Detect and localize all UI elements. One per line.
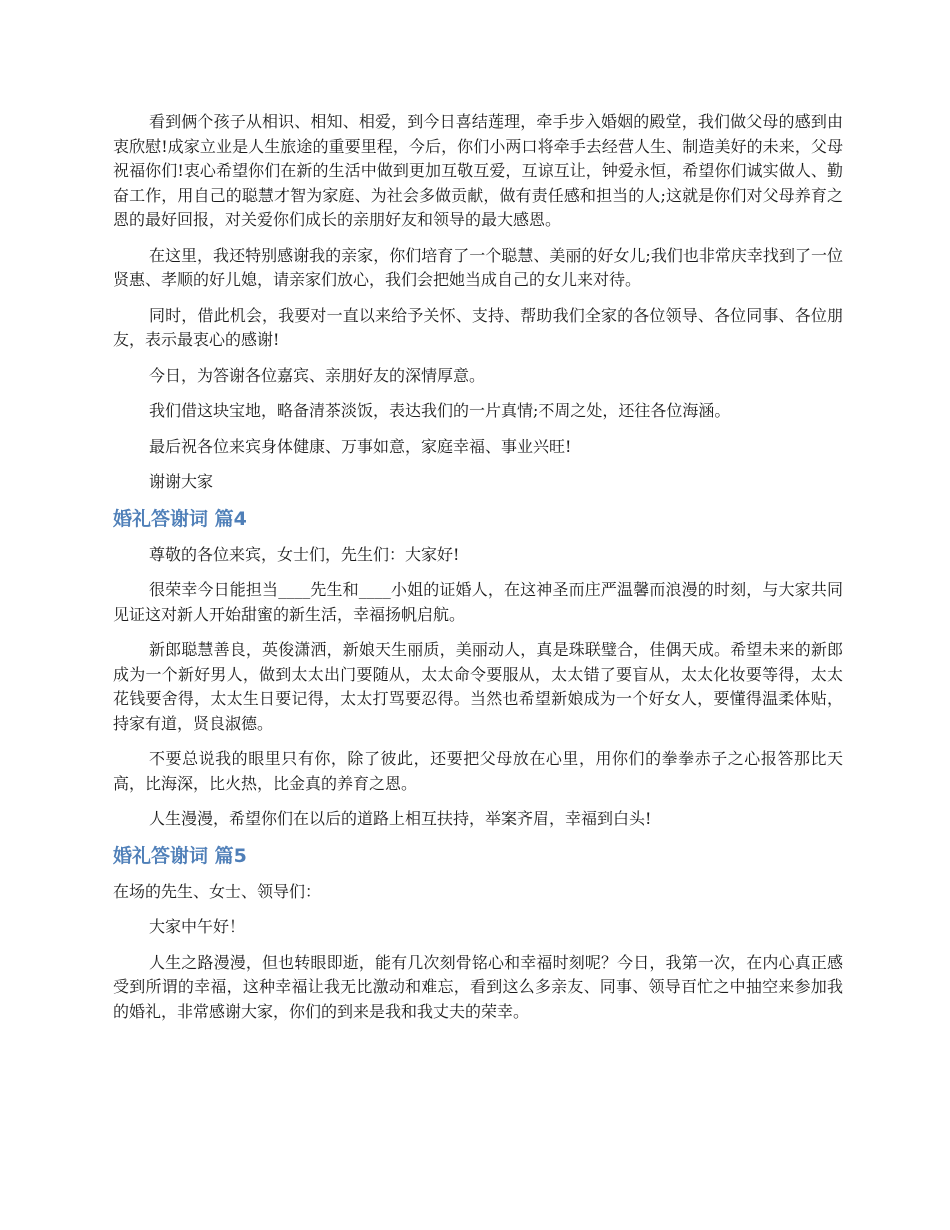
section4-paragraph-4: 不要总说我的眼里只有你，除了彼此，还要把父母放在心里，用你们的拳拳赤子之心报答那比天高，比海深，比火热，比金真的养育之恩。 (113, 749, 843, 793)
section3-paragraph-2: 在这里，我还特别感谢我的亲家，你们培育了一个聪慧、美丽的好女儿;我们也非常庆幸找到了一位贤惠、孝顺的好儿媳，请亲家们放心，我们会把她当成自己的女儿来对待。 (113, 245, 843, 289)
section5-opening: 在场的先生、女士、领导们： (113, 881, 322, 901)
section4-paragraph-2: 很荣幸今日能担当____先生和____小姐的证婚人，在这神圣而庄严温馨而浪漫的时刻，与大家共同见证这对新人开始甜蜜的新生活，幸福扬帆启航。 (113, 580, 843, 624)
section5-paragraph-1: 大家中午好！ (149, 917, 246, 936)
section3-paragraph-3: 同时，借此机会，我要对一直以来给予关怀、支持、帮助我们全家的各位领导、各位同事、各位朋友，表示最衷心的感谢! (113, 305, 843, 349)
section4-heading: 婚礼答谢词 篇4 (113, 507, 247, 530)
section3-paragraph-7: 谢谢大家 (149, 472, 214, 491)
section4-paragraph-1: 尊敬的各位来宾，女士们，先生们：大家好! (149, 544, 460, 564)
section3-paragraph-1: 看到俩个孩子从相识、相知、相爱，到今日喜结莲理，牵手步入婚姻的殿堂，我们做父母的感到由衷欣慰!成家立业是人生旅途的重要里程，今后，你们小两口将牵手去经营人生、制造美好的未来，父母祝福你们!衷心希望你们在新的生活中做到更加互敬互爱，互谅互让，钟爱永恒，希望你们诚实做人、勤奋工作，用自己的聪慧才智为家庭、为社会多做贡献，做有责任感和担当的人;这就是你们对父母养育之恩的最好回报，对关爱你们成长的亲朋好友和领导的最大感恩。 (113, 112, 843, 229)
section4-paragraph-3: 新郎聪慧善良，英俊潇洒，新娘天生丽质，美丽动人，真是珠联璧合，佳偶天成。希望未来的新郎成为一个新好男人，做到太太出门要随从，太太命令要服从，太太错了要盲从，太太化妆要等得，太太花钱要舍得，太太生日要记得，太太打骂要忍得。当然也希望新娘成为一个好女人，要懂得温柔体贴，持家有道，贤良淑德。 (113, 640, 843, 733)
section3-paragraph-5: 我们借这块宝地，略备清茶淡饭，表达我们的一片真情;不周之处，还往各位海涵。 (149, 401, 731, 420)
document-body (113, 110, 843, 1035)
section4-paragraph-5: 人生漫漫，希望你们在以后的道路上相互扶持，举案齐眉，幸福到白头! (149, 809, 652, 828)
section3-paragraph-4: 今日，为答谢各位嘉宾、亲朋好友的深情厚意。 (149, 365, 486, 385)
section3-paragraph-6: 最后祝各位来宾身体健康、万事如意，家庭幸福、事业兴旺! (149, 436, 572, 456)
section5-heading: 婚礼答谢词 篇5 (113, 844, 247, 867)
section5-paragraph-2: 人生之路漫漫，但也转眼即逝，能有几次刻骨铭心和幸福时刻呢？今日，我第一次，在内心真正感受到所谓的幸福，这种幸福让我无比激动和难忘，看到这么多亲友、同事、领导百忙之中抽空来参加我的婚礼，非常感谢大家，你们的到来是我和我丈夫的荣幸。 (113, 952, 843, 1021)
